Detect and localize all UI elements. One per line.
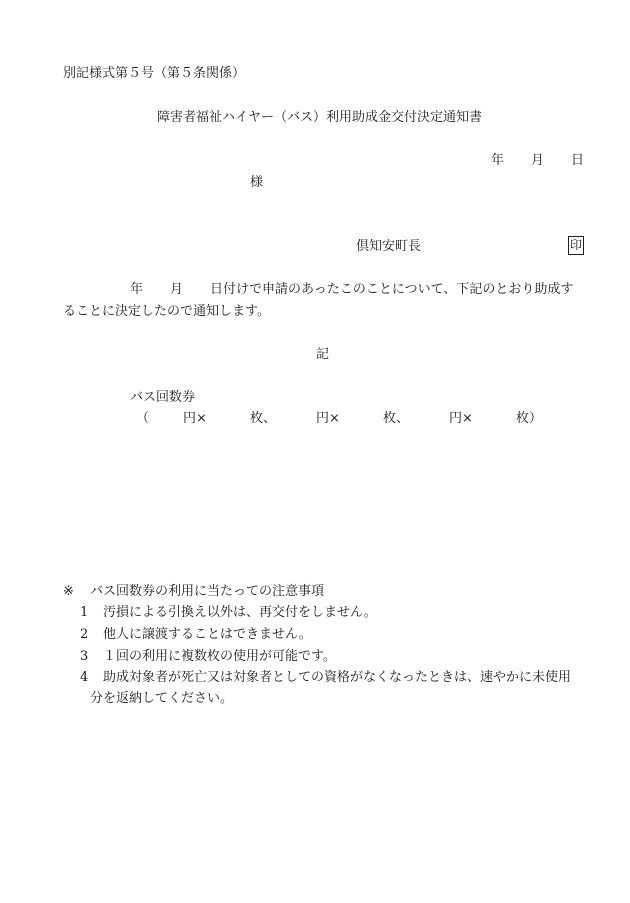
- body-month: 月: [170, 282, 184, 297]
- note-number: 4: [80, 670, 89, 685]
- yen-times-3: 円×: [449, 411, 473, 426]
- document-title: 障害者福祉ハイヤー（バス）利用助成金交付決定通知書: [157, 110, 483, 125]
- yen-times-2: 円×: [316, 411, 340, 426]
- issuer-name: 倶知安町長: [356, 239, 422, 254]
- body-line-2: ることに決定したので通知します。: [63, 304, 270, 319]
- yen-times-1: 円×: [183, 411, 207, 426]
- form-reference: 別記様式第５号（第５条関係）: [63, 66, 246, 81]
- note-number: 3: [80, 649, 89, 664]
- note-text: 汚損による引換え以外は、再交付をしません。: [103, 605, 377, 620]
- addressee-suffix: 様: [250, 175, 264, 190]
- bus-ticket-label: バス回数券: [130, 390, 196, 405]
- notes-mark: ※: [63, 584, 74, 599]
- note-number: 2: [80, 627, 89, 642]
- date-day: 日: [571, 153, 585, 168]
- body-year: 年: [130, 282, 144, 297]
- seal-stamp: 印: [568, 236, 584, 255]
- note-text-continuation: 分を返納してください。: [90, 691, 234, 706]
- note-number: 1: [80, 605, 89, 620]
- notes-heading: バス回数券の利用に当たっての注意事項: [90, 584, 325, 599]
- note-text: 他人に譲渡することはできません。: [103, 627, 312, 642]
- sheets-1: 枚、: [250, 411, 277, 426]
- note-text: 助成対象者が死亡又は対象者としての資格がなくなったときは、速やかに未使用: [103, 670, 572, 685]
- date-month: 月: [531, 153, 545, 168]
- body-line-1: 日付けで申請のあったこのことについて、下記のとおり助成す: [210, 282, 574, 297]
- date-year: 年: [491, 153, 505, 168]
- note-text: １回の利用に複数枚の使用が可能です。: [103, 649, 336, 664]
- sheets-2: 枚、: [383, 411, 410, 426]
- sheets-3: 枚）: [516, 411, 543, 426]
- paren-open: （: [136, 411, 150, 426]
- ki-heading: 記: [316, 347, 330, 362]
